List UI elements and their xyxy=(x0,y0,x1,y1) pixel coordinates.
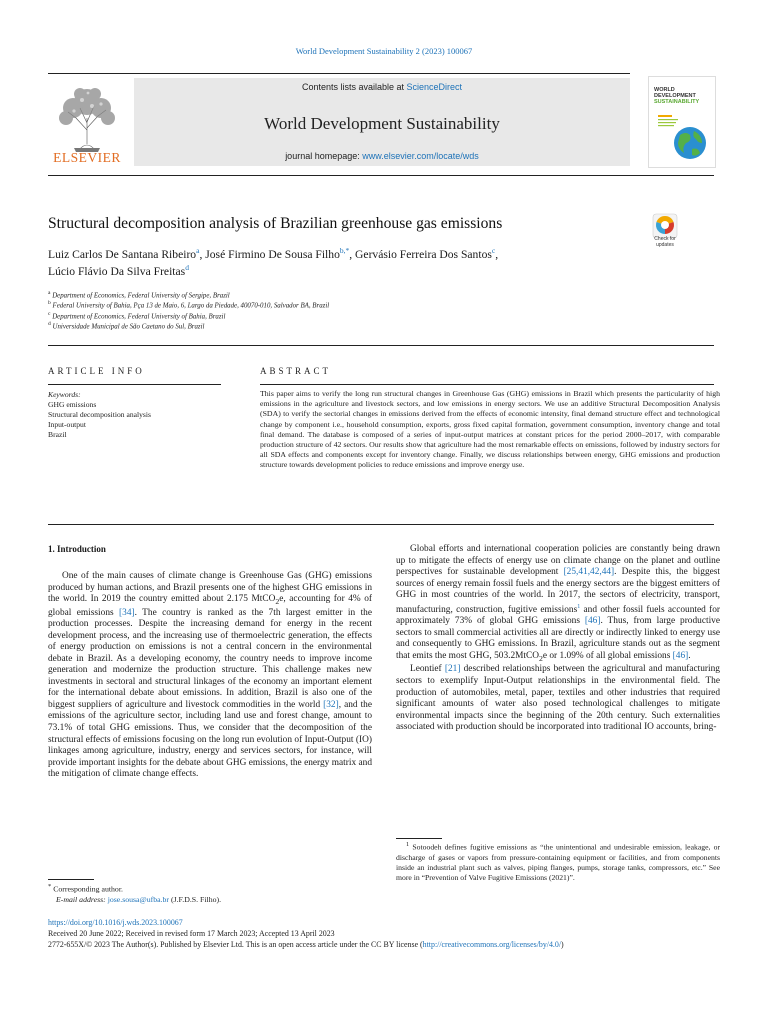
footnote-rule xyxy=(48,879,94,880)
affiliation-key: a xyxy=(48,290,51,296)
article-footer xyxy=(48,917,564,950)
body-text: Leontief xyxy=(410,664,445,675)
cover-globe-graphic xyxy=(654,113,710,163)
divider xyxy=(48,384,221,385)
keyword: GHG emissions xyxy=(48,400,97,409)
footnote-rule xyxy=(396,838,442,839)
email-label: E-mail address: xyxy=(56,895,108,905)
keywords-block xyxy=(48,390,151,440)
author-separator: , xyxy=(349,247,356,261)
keyword: Brazil xyxy=(48,430,67,439)
email-suffix: (J.F.D.S. Filho). xyxy=(169,895,222,905)
cover-title-line-3: SUSTAINABILITY xyxy=(654,99,700,105)
body-paragraph xyxy=(48,571,372,781)
footnote-text: Sotoodeh defines fugitive emissions as “the unintentional and undesirable emission, leakage, or discharge of gases or vapors from pressure-containing equipment or facilities, and from components inside an industrial plant such as valves, piping flanges, pumps, storage tanks, compressors, etc.” See more in “Prevention of Valve Fugitive Emissions (2021)”. xyxy=(396,842,721,882)
article-title: Structural decomposition analysis of Brazilian greenhouse gas emissions xyxy=(48,215,503,232)
body-text: Global efforts and international cooperation policies are constantly being drawn up to mitigate the effects of energy use on climate change on the planet and outline perspectives for sustainable development xyxy=(396,544,720,578)
license-line xyxy=(48,939,564,950)
corresponding-text: Corresponding author. xyxy=(53,884,123,894)
journal-cover-thumbnail[interactable] xyxy=(648,76,716,168)
elsevier-wordmark: ELSEVIER xyxy=(53,150,121,165)
subscript: 2 xyxy=(539,653,543,663)
body-text: . Thus, from large productive sectors to small commercial activities all are directly or indirectly linked to energy use and consequently to GHG emissions. In Brazil, agriculture stands out as the segment that emits the most GHG, 503.2MtCO xyxy=(396,616,720,662)
license-link[interactable]: http://creativecommons.org/licenses/by/4.0/ xyxy=(422,940,562,949)
abstract-heading: ABSTRACT xyxy=(260,366,332,376)
body-text: . The country is ranked as the 7th largest emitter in the production processes. Despite the increasing demand for energy in the recent development process, and the increasing use of thermoelectric generation, the effects of energy production on emissions is not a central concern in the environmental debate in Brazil. As a developing economy, the country needs to improve income generation and modernize the production structure. This challenge makes new investments in sectoral and structural linkages of the economy an important element for the international debate about emissions. In addition, Brazil is also one of the biggest suppliers of agriculture and livestock commodities in the world xyxy=(48,607,372,710)
corresponding-author-note xyxy=(48,882,221,906)
corresponding-line xyxy=(48,882,221,895)
author-affiliation-link[interactable]: d xyxy=(185,263,189,272)
running-head[interactable]: World Development Sustainability 2 (2023) 100067 xyxy=(295,46,473,56)
affiliation-text: Universidade Municipal de São Caetano do Sul, Brazil xyxy=(52,323,205,331)
email-line xyxy=(48,895,221,906)
affiliation-text: Federal University of Bahia, Pça 13 de Maio, 6, Largo da Piedade, 40070-010, Salvador BA, Brazil xyxy=(52,302,330,310)
citation-link[interactable]: [46] xyxy=(672,651,689,662)
author-separator: , xyxy=(495,247,499,261)
cover-title-line-2: DEVELOPMENT xyxy=(654,93,696,99)
citation-link[interactable]: [46] xyxy=(584,616,601,627)
journal-name: World Development Sustainability xyxy=(264,114,500,133)
article-info-heading: ARTICLE INFO xyxy=(48,366,145,376)
author-affiliation-link[interactable]: a xyxy=(196,246,200,255)
divider xyxy=(48,345,714,346)
footnote-marker: 1 xyxy=(406,841,410,848)
author-name: Gervásio Ferreira Dos Santos xyxy=(355,247,492,261)
check-for-updates-icon[interactable] xyxy=(652,213,678,255)
author-affiliation-link[interactable]: b,* xyxy=(339,246,350,255)
affiliation xyxy=(48,321,204,330)
footnote-link[interactable]: 1 xyxy=(577,603,581,610)
author-affiliation-link[interactable]: c xyxy=(491,246,496,255)
footnote-1 xyxy=(396,840,720,883)
affiliation xyxy=(48,290,230,299)
body-text: and other fossil fuels accounted for approximately 73% of global GHG emissions xyxy=(396,604,720,627)
author-name: José Firmino De Sousa Filho xyxy=(205,247,340,261)
author-line-1 xyxy=(48,246,498,261)
keyword: Input-output xyxy=(48,420,86,429)
author-name: Lúcio Flávio Da Silva Freitas xyxy=(48,264,186,278)
check-for-updates-label[interactable] xyxy=(646,237,684,248)
keywords-label: Keywords: xyxy=(48,390,81,399)
author-line-2 xyxy=(48,263,189,278)
check-for-updates-line-1: Check for xyxy=(654,236,676,242)
journal-homepage-line xyxy=(134,151,630,161)
check-for-updates-line-2: updates xyxy=(656,241,674,248)
abstract-text: This paper aims to verify the long run structural changes in Greenhouse Gas (GHG) emissions in Brazil which presents the particularity of high emissions in the agriculture and livestock sectors, and low emissions in energy sectors. We use an additive Structural Decomposition Analysis (SDA) to verify the sectorial changes in emissions derived from the effects of economic intensity, final demand structure effect and technological change by component i.e., household consumption, exports, gross fixed capital formation, government consumption, inventory change and total final demand. The database is composed of a series of input-output matrices at constant prices for the period 2000–2017, with comparable production structure of 42 sectors. Our results show that agriculture had the most remarkable effects on emissions, followed by industry sectors for all SDA effects and components except for inventory change. Finally, we discuss relationships between energy, GHG emissions and production structure towards development policies to reduce emissions and improve energy use. xyxy=(260,389,720,470)
masthead-top-rule xyxy=(48,73,630,74)
body-text: , and the emissions of the agriculture sector, including land use and forest change, amount to 73.1% of total GHG emissions. Thus, we consider that the decomposition of the structural effects of emissions focusing on the long run evolution of Input-Output (IO) linkages among agriculture, industry, energy and services sectors, for instance, will provide important insights for the debate about GHG emissions, the energy matrix and the mitigation of climate change effects. xyxy=(48,699,372,780)
doi-link[interactable]: https://doi.org/10.1016/j.wds.2023.100067 xyxy=(48,918,183,927)
affiliation xyxy=(48,300,329,309)
divider xyxy=(48,524,714,525)
affiliation xyxy=(48,311,225,320)
homepage-prefix: journal homepage: xyxy=(285,151,363,161)
author-separator: , xyxy=(199,247,206,261)
email-link[interactable]: jose.sousa@ufba.br xyxy=(107,895,170,905)
citation-link[interactable]: [21] xyxy=(444,664,461,675)
footnote-marker: * xyxy=(48,883,52,890)
citation-link[interactable]: [34] xyxy=(119,607,135,618)
body-left-column xyxy=(48,571,372,781)
section-heading-introduction: 1. Introduction xyxy=(48,544,106,554)
received-dates: Received 20 June 2022; Received in revised form 17 March 2023; Accepted 13 April 2023 xyxy=(48,929,335,938)
subscript: 2 xyxy=(275,596,280,606)
body-text: described relationships between the agricultural and manufacturing sectors to exemplify Input-Output relationships in the environmental field. The production of automobiles, metal, paper, textiles and other industries that required significant amounts of water also posed technological challenges to mitigate environmental impacts since the beginning of the 20th century. Such externalities associated with production should be incorporated into traditional IO accounts, bring- xyxy=(396,664,720,733)
body-text: One of the main causes of climate change is Greenhouse Gas (GHG) emissions produced by human actions, and Brazil presents one of the highest GHG emissions in the world. In 2019 the country emitted about 2.175 MtCO xyxy=(48,571,372,605)
sciencedirect-link[interactable]: ScienceDirect xyxy=(406,82,463,92)
affiliation-key: c xyxy=(48,311,51,317)
cover-title-line-1: WORLD xyxy=(654,87,675,93)
affiliation-key: b xyxy=(48,300,51,306)
body-paragraph xyxy=(396,664,720,733)
license-suffix: ) xyxy=(561,940,564,949)
body-text: e or 1.09% of all global emissions xyxy=(542,651,673,662)
body-right-column xyxy=(396,544,720,734)
journal-homepage-link[interactable]: www.elsevier.com/locate/wds xyxy=(362,151,479,161)
cover-title xyxy=(654,87,712,105)
body-text: . Despite this, the biggest sources of energy remain fossil fuels and the energy sectors are the biggest emitters of GHG in most countries of the world. In 2017, the sectors of electricity, transport, manufacturing, construction, fugitive emissions xyxy=(396,567,720,615)
citation-link[interactable]: [25,41,42,44] xyxy=(563,567,615,578)
contents-line xyxy=(134,82,630,92)
masthead-bottom-rule xyxy=(48,175,714,176)
body-paragraph xyxy=(396,544,720,664)
affiliation-text: Department of Economics, Federal University of Sergipe, Brazil xyxy=(52,292,230,300)
citation-link[interactable]: [32] xyxy=(323,699,339,710)
affiliation-text: Department of Economics, Federal University of Bahia, Brazil xyxy=(52,313,226,321)
license-text: 2772-655X/© 2023 The Author(s). Published by Elsevier Ltd. This is an open access article under the CC BY license ( xyxy=(48,940,423,949)
contents-prefix: Contents lists available at xyxy=(301,82,407,92)
keyword: Structural decomposition analysis xyxy=(48,410,151,419)
affiliation-key: d xyxy=(48,321,51,327)
divider xyxy=(260,384,714,385)
body-text: e, accounting for 4% of global emissions xyxy=(48,594,372,618)
author-name: Luiz Carlos De Santana Ribeiro xyxy=(48,247,197,261)
body-text: . xyxy=(688,651,691,662)
